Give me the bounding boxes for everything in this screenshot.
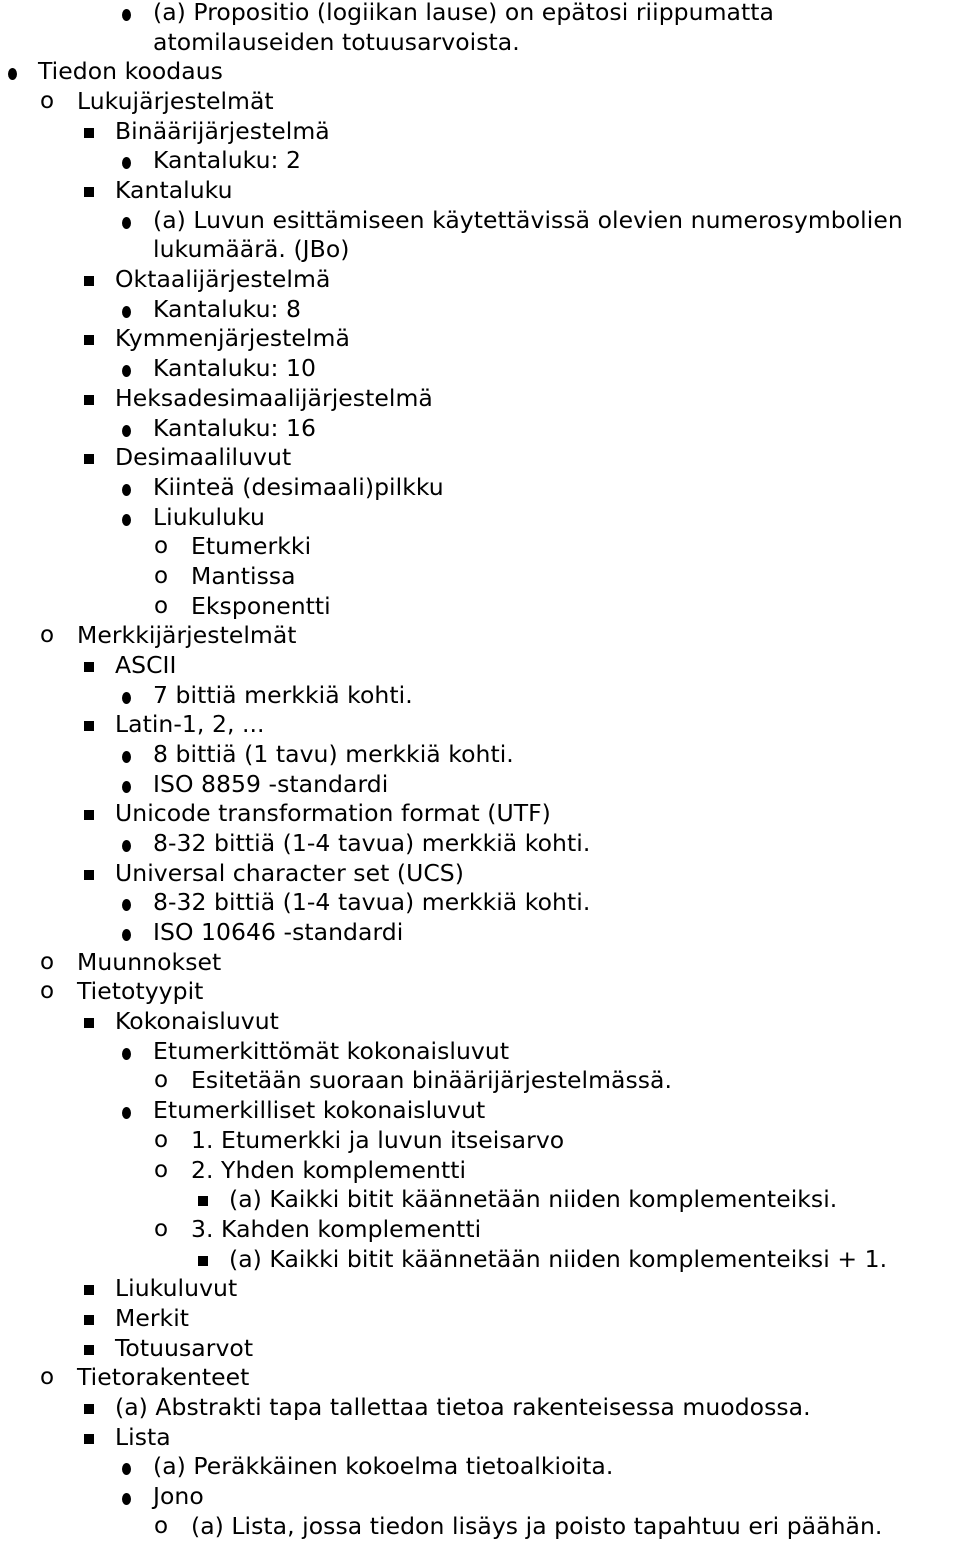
list-item [0,1363,960,1393]
bullet-dot-icon [122,899,131,911]
list-item-text: (a) Peräkkäinen kokoelma tietoalkioita. [153,1452,614,1481]
bullet-square-icon [84,335,94,345]
bullet-dot-icon [122,306,131,318]
list-item-text: Liukuluku [153,502,265,531]
list-item-text: (a) Kaikki bitit käännetään niiden komplementeiksi. [229,1185,838,1214]
list-item-text: Totuusarvot [115,1333,254,1362]
list-item [0,1037,960,1067]
list-item-text: Etumerkittömät kokonaisluvut [153,1036,510,1065]
list-item [0,1334,960,1364]
list-item-text: Mantissa [191,561,296,590]
list-item-text: Kymmenjärjestelmä [115,324,350,353]
bullet-square-icon [84,1315,94,1325]
list-item [0,888,960,918]
bullet-circle-icon: o [154,533,169,560]
list-item-text: Etumerkki [191,532,312,561]
bullet-square-icon [198,1196,208,1206]
bullet-square-icon [84,721,94,731]
list-item-text: Merkkijärjestelmät [77,621,297,650]
list-item [0,710,960,740]
bullet-circle-icon: o [154,592,169,619]
bullet-circle-icon: o [40,88,55,115]
list-item [0,295,960,325]
list-item-text: ISO 10646 -standardi [153,918,404,947]
list-item [0,265,960,295]
list-item [0,1066,960,1096]
list-item [0,1215,960,1245]
bullet-circle-icon: o [154,1512,169,1539]
list-item [0,1482,960,1512]
list-item-text: Tiedon koodaus [38,57,223,86]
bullet-square-icon [84,1345,94,1355]
list-item [0,57,960,87]
list-item-text: Kiinteä (desimaali)pilkku [153,472,444,501]
list-item [0,532,960,562]
bullet-square-icon [84,870,94,880]
list-item-text: atomilauseiden totuusarvoista. [153,27,520,56]
list-item [0,1512,960,1542]
bullet-circle-icon: o [40,1364,55,1391]
list-item [0,1096,960,1126]
list-item [0,87,960,117]
list-item-text: ASCII [115,650,177,679]
list-item-text: Kantaluku: 10 [153,354,317,383]
bullet-dot-icon [122,929,131,941]
bullet-dot-icon [122,365,131,377]
list-item-text: Kantaluku [115,176,233,205]
list-item-text: 7 bittiä merkkiä kohti. [153,680,413,709]
list-item [0,384,960,414]
list-item [0,681,960,711]
bullet-dot-icon [122,217,131,229]
list-item [0,28,960,58]
bullet-square-icon [84,1434,94,1444]
list-item-text: Etumerkilliset kokonaisluvut [153,1096,486,1125]
bullet-square-icon [84,395,94,405]
list-item [0,324,960,354]
list-item [0,651,960,681]
list-item-text: Kantaluku: 8 [153,294,302,323]
list-item [0,1185,960,1215]
bullet-square-icon [84,662,94,672]
bullet-circle-icon: o [40,978,55,1005]
list-item-text: Oktaalijärjestelmä [115,265,331,294]
list-item-text: 8 bittiä (1 tavu) merkkiä kohti. [153,740,514,768]
list-item [0,1304,960,1334]
list-item [0,1007,960,1037]
list-item-text: 8-32 bittiä (1-4 tavua) merkkiä kohti. [153,888,591,917]
bullet-dot-icon [122,484,131,496]
list-item-text: 1. Etumerkki ja luvun itseisarvo [191,1125,565,1154]
list-item-text: Lukujärjestelmät [77,87,274,116]
list-item-text: Desimaaliluvut [115,443,292,472]
bullet-dot-icon [122,514,131,526]
bullet-square-icon [84,454,94,464]
list-item [0,918,960,948]
list-item [0,562,960,592]
list-item-text: Lista [115,1422,171,1451]
list-item-text: Jono [153,1482,204,1510]
bullet-square-icon [84,810,94,820]
list-item [0,473,960,503]
list-item-text: Liukuluvut [115,1274,238,1303]
list-item [0,592,960,622]
list-item-text: lukumäärä. (JBo) [153,235,350,264]
list-item [0,235,960,265]
list-item-text: (a) Kaikki bitit käännetään niiden komplementeiksi + 1. [229,1244,888,1273]
list-item [0,977,960,1007]
list-item [0,117,960,147]
list-item-text: Kokonaisluvut [115,1007,279,1036]
list-item [0,1423,960,1453]
bullet-circle-icon: o [154,1067,169,1094]
list-item-text: Binäärijärjestelmä [115,116,330,145]
list-item [0,206,960,236]
bullet-dot-icon [122,1048,131,1060]
list-item [0,1126,960,1156]
bullet-circle-icon: o [154,562,169,589]
bullet-circle-icon: o [154,1126,169,1153]
list-item-text: Tietotyypit [77,977,204,1006]
bullet-square-icon [84,1285,94,1295]
list-item-text: Eksponentti [191,591,331,620]
bullet-dot-icon [122,157,131,169]
bullet-dot-icon [122,692,131,704]
list-item-text: Kantaluku: 16 [153,413,317,442]
list-item [0,770,960,800]
bullet-circle-icon: o [40,948,55,975]
list-item [0,1274,960,1304]
list-item-text: (a) Luvun esittämiseen käytettävissä olevien numerosymbolien [153,205,903,234]
list-item [0,948,960,978]
list-item [0,354,960,384]
list-item-text: Muunnokset [77,947,222,976]
list-item-text: 3. Kahden komplementti [191,1214,482,1243]
list-item [0,829,960,859]
list-item-text: Kantaluku: 2 [153,146,302,175]
list-item [0,414,960,444]
list-item-text: Merkit [115,1303,190,1332]
bullet-circle-icon: o [154,1156,169,1183]
list-item [0,621,960,651]
bullet-dot-icon [122,781,131,793]
bullet-square-icon [84,1404,94,1414]
list-item [0,146,960,176]
list-item-text: Tietorakenteet [77,1363,250,1392]
bullet-dot-icon [122,840,131,852]
list-item [0,1393,960,1423]
bullet-square-icon [84,187,94,197]
list-item [0,503,960,533]
list-item-text: Unicode transformation format (UTF) [115,799,551,828]
list-item [0,799,960,829]
list-item-text: Latin-1, 2, ... [115,710,265,739]
list-item-text: Heksadesimaalijärjestelmä [115,383,433,412]
list-item [0,176,960,206]
bullet-dot-icon [122,425,131,437]
bullet-dot-icon [122,1493,131,1505]
list-item-text: (a) Propositio (logiikan lause) on epätosi riippumatta [153,0,774,26]
list-item [0,0,960,28]
list-item-text: ISO 8859 -standardi [153,769,389,798]
list-item [0,1245,960,1275]
bullet-dot-icon [122,9,131,21]
list-item [0,1156,960,1186]
bullet-square-icon [84,276,94,286]
list-item [0,859,960,889]
bullet-circle-icon: o [154,1215,169,1242]
list-item-text: Esitetään suoraan binäärijärjestelmässä. [191,1066,673,1095]
bullet-dot-icon [8,68,17,80]
list-item-text: Universal character set (UCS) [115,858,464,887]
list-item-text: (a) Lista, jossa tiedon lisäys ja poisto tapahtuu eri päähän. [191,1511,883,1540]
bullet-dot-icon [122,1107,131,1119]
bullet-square-icon [84,128,94,138]
bullet-circle-icon: o [40,622,55,649]
list-item [0,1452,960,1482]
bullet-dot-icon [122,1463,131,1475]
list-item-text: 2. Yhden komplementti [191,1155,467,1184]
bullet-dot-icon [122,751,131,763]
list-item [0,740,960,770]
bullet-square-icon [198,1256,208,1266]
list-item-text: 8-32 bittiä (1-4 tavua) merkkiä kohti. [153,829,591,858]
bullet-square-icon [84,1018,94,1028]
list-item [0,443,960,473]
list-item-text: (a) Abstrakti tapa tallettaa tietoa rakenteisessa muodossa. [115,1392,811,1421]
